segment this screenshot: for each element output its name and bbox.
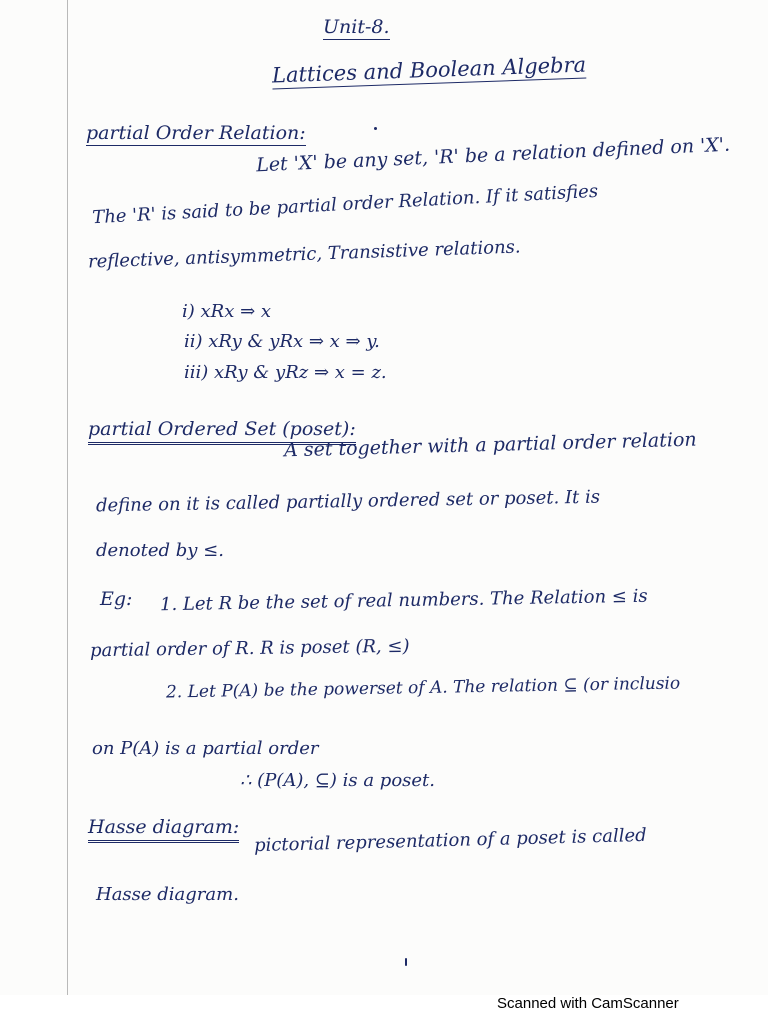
hasse-line-2: Hasse diagram. xyxy=(96,884,239,905)
poset-line-2: define on it is called partially ordered set or poset. It is xyxy=(95,486,601,517)
partial-order-line-2: The 'R' is said to be partial order Relation. If it satisfies xyxy=(91,180,599,229)
condition-transitive: iii) xRy & yRz ⇒ x = z. xyxy=(184,362,387,383)
example-2-line-3: ∴ (P(A), ⊆) is a poset. xyxy=(240,770,435,791)
scanner-footer xyxy=(0,995,768,1024)
partial-order-line-1: Let 'X' be any set, 'R' be a relation defined on 'X'. xyxy=(255,133,731,177)
example-label: Eg: xyxy=(100,588,133,610)
partial-order-heading: partial Order Relation: xyxy=(86,122,306,144)
example-1-line-2: partial order of R. R is poset (R, ≤) xyxy=(89,635,410,662)
example-2-line-1: 2. Let P(A) be the powerset of A. The relation ⊆ (or inclusio xyxy=(165,673,681,703)
partial-order-line-3: reflective, antisymmetric, Transistive relations. xyxy=(87,236,521,273)
hasse-heading: Hasse diagram: xyxy=(88,818,239,843)
hasse-line-1: pictorial representation of a poset is called xyxy=(253,824,647,857)
page-title: Lattices and Boolean Algebra xyxy=(271,52,587,88)
unit-heading: Unit-8. xyxy=(323,16,390,38)
poset-heading: partial Ordered Set (poset): xyxy=(88,420,356,445)
margin-line xyxy=(67,0,68,995)
example-2-line-2: on P(A) is a partial order xyxy=(92,738,319,759)
scanner-watermark: Scanned with CamScanner xyxy=(497,995,679,1012)
poset-line-3: denoted by ≤. xyxy=(96,540,224,561)
condition-antisymmetric: ii) xRy & yRx ⇒ x ⇒ y. xyxy=(184,331,380,352)
example-1-line-1: 1. Let R be the set of real numbers. The Relation ≤ is xyxy=(159,585,648,616)
condition-reflexive: i) xRx ⇒ x xyxy=(182,301,272,322)
poset-line-1: A set together with a partial order relation xyxy=(283,428,697,462)
ink-speck xyxy=(374,127,377,130)
ink-speck xyxy=(405,958,407,966)
